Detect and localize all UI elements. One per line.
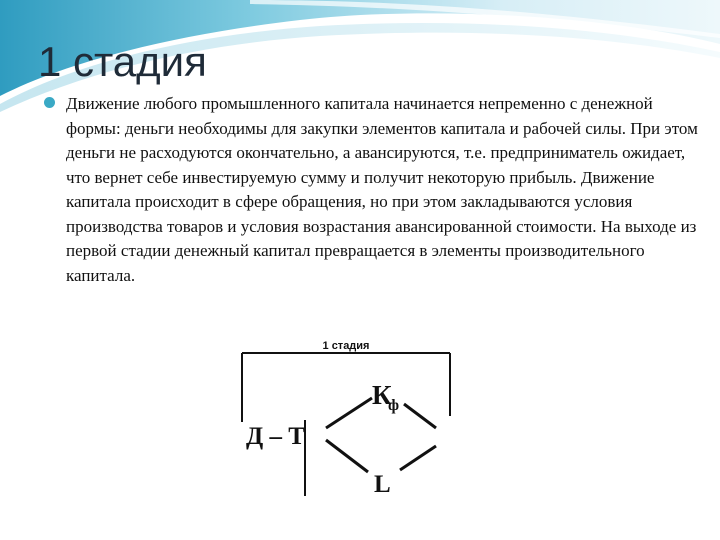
- bullet-text: Движение любого промышленного капитала начинается непременно с денежной формы: деньги необходимы для закупки элементов капитала и рабочей силы. При этом деньги не расходуются окончательно, а авансируются, т.е. предприниматель ожидает, что вернет себе инвестируемую сумму и получит некоторую прибыль. Движение капитала происходит в сфере обращения, но при этом закладываются условия производства товаров и условия возрастания авансированной стоимости. На выходе из первой стадии денежный капитал превращается в элементы производительного капитала.: [66, 94, 698, 285]
- bullet-dot-icon: [44, 97, 55, 108]
- diagram-lower-arrow: [326, 440, 368, 472]
- diagram-caption: 1 стадия: [322, 340, 370, 352]
- diagram-means-of-production: К: [372, 380, 392, 410]
- diagram-upper-right-line: [404, 404, 436, 428]
- diagram-labor: L: [374, 471, 391, 498]
- diagram-upper-arrow: [326, 398, 372, 428]
- bullet-item: [40, 92, 700, 288]
- diagram-means-subscript: ф: [388, 397, 400, 414]
- capital-circulation-diagram: [238, 334, 454, 502]
- slide-title: 1 стадия: [38, 38, 207, 85]
- diagram-lower-right-line: [400, 446, 436, 470]
- diagram-money-commodity: Д – Т: [246, 423, 305, 450]
- bullet-list: [40, 92, 700, 288]
